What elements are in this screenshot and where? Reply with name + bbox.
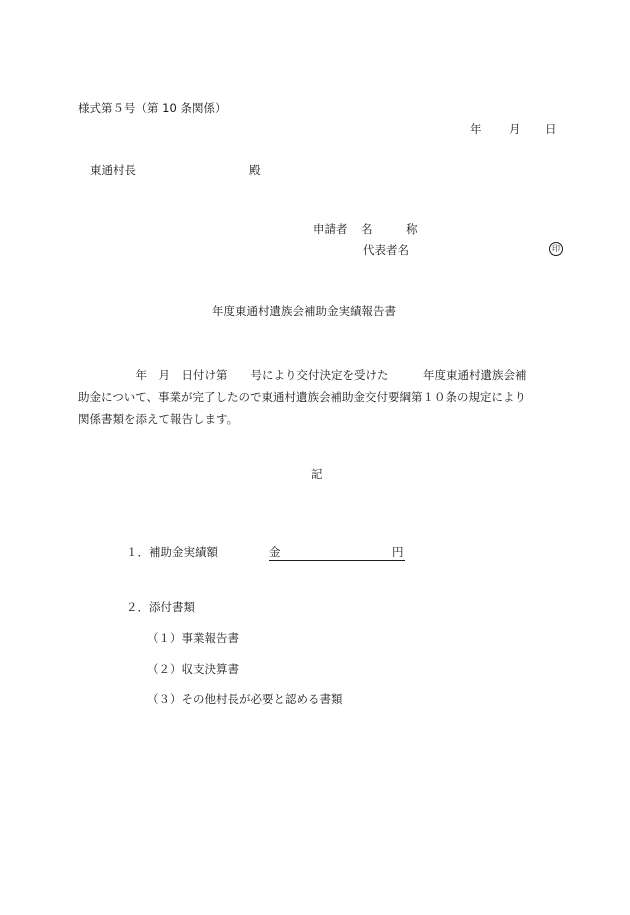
date-year-label: 年: [470, 122, 482, 136]
addressee-honorific: 殿: [249, 163, 261, 177]
applicant-label: 申請者: [313, 222, 348, 236]
body-paragraph: [78, 364, 558, 430]
form-number: 様式第５号（第 10 条関係）: [78, 101, 227, 115]
item2-label: ２．添付書類: [126, 600, 195, 614]
addressee-name: 東通村長: [90, 163, 136, 177]
applicant-name-label-second: 称: [406, 222, 418, 236]
representative-label: 代表者名: [363, 243, 409, 257]
document-title: 年度東通村遺族会補助金実績報告書: [212, 304, 396, 318]
date-day-label: 日: [545, 122, 557, 136]
attachment-item: （２）収支決算書: [147, 662, 239, 676]
body-line: 関係書類を添えて報告します。: [78, 412, 239, 426]
body-line: 助金について、事業が完了したので東通村遺族会補助金交付要綱第１０条の規定により: [78, 390, 527, 404]
seal-mark-icon: 印: [549, 242, 563, 256]
attachment-item: （３）その他村長が必要と認める書類: [147, 692, 343, 706]
applicant-name-label-first: 名: [361, 222, 373, 236]
item1-amount-prefix: 金: [269, 545, 281, 559]
amount-underline: [269, 560, 405, 561]
item1-amount-suffix: 円: [392, 545, 404, 559]
ki-heading: 記: [311, 467, 323, 481]
date-month-label: 月: [509, 122, 521, 136]
attachment-item: （１）事業報告書: [147, 631, 239, 645]
body-line: 年 月 日付け第 号により交付決定を受けた 年度東通村遺族会補: [78, 368, 527, 382]
item1-label: １．補助金実績額: [126, 545, 218, 559]
